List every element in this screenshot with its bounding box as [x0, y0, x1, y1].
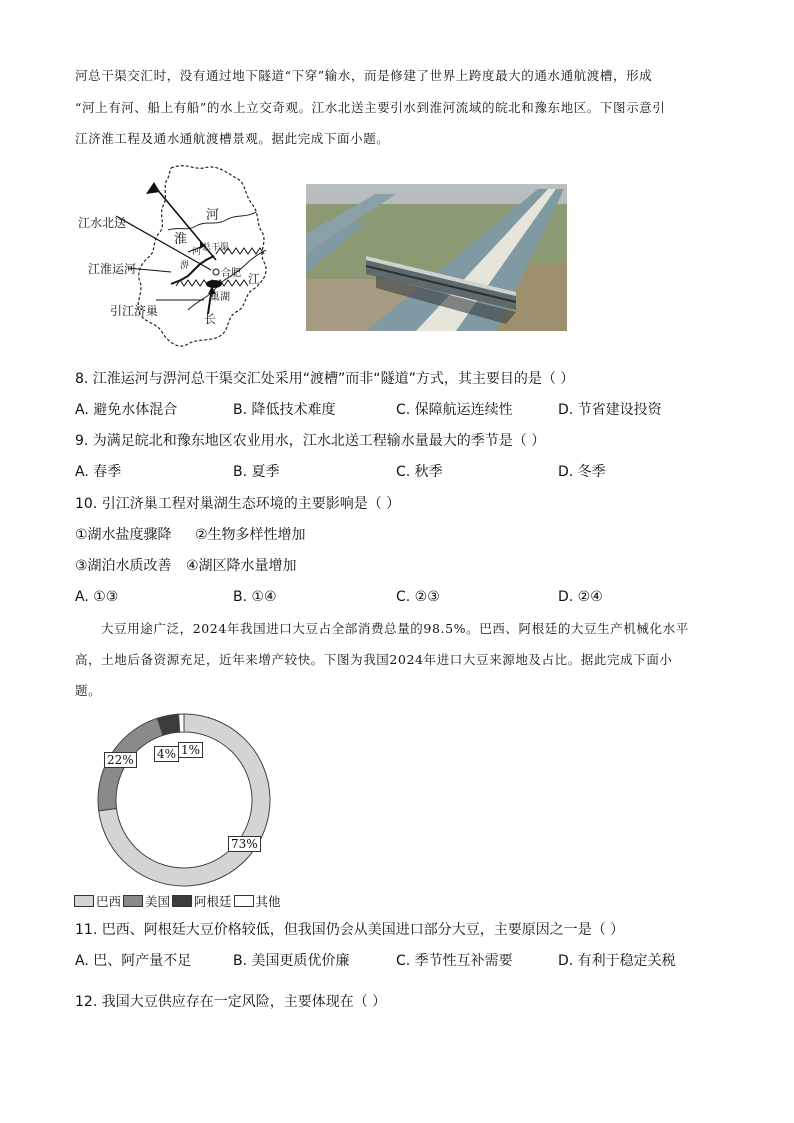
- slice-other: [179, 714, 184, 732]
- passage1-line2: “河上有河、船上有船”的水上立交奇观。江水北送主要引水到淮河流域的皖北和豫东地区。下图示意引: [75, 100, 666, 115]
- q8-option-c[interactable]: C. 保障航运连续性: [396, 402, 513, 418]
- question-10-stem: 10. 引江济巢工程对巢湖生态环境的主要影响是（ ）: [75, 496, 401, 512]
- q10-option-a[interactable]: A. ①③: [75, 589, 119, 605]
- label-other-pct: 1%: [178, 742, 203, 758]
- map-label-he2: 河: [192, 247, 202, 257]
- q9-option-b[interactable]: B. 夏季: [233, 464, 280, 480]
- legend-swatch-argentina: [172, 895, 192, 907]
- province-boundary: [138, 166, 266, 346]
- legend-swatch-usa: [123, 895, 143, 907]
- soybean-donut-chart: [92, 708, 276, 892]
- map-label-huai: 淮: [174, 232, 188, 247]
- passage2-line3: 题。: [75, 683, 102, 698]
- q9-option-d[interactable]: D. 冬季: [558, 464, 606, 480]
- q10-item-1: ①湖水盐度骤降: [75, 527, 172, 543]
- q8-option-a[interactable]: A. 避免水体混合: [75, 402, 178, 418]
- passage2-line2: 高，土地后备资源充足，近年来增产较快。下图为我国2024年进口大豆来源地及占比。据此完成下面小: [75, 652, 673, 667]
- passage1-line1: 河总干渠交汇时，没有通过地下隧道“下穿”输水，而是修建了世界上跨度最大的通水通航渡槽，形成: [75, 68, 653, 83]
- question-11-stem: 11. 巴西、阿根廷大豆价格较低，但我国仍会从美国进口部分大豆，主要原因之一是（ ）: [75, 922, 625, 938]
- map-label-yinjiang: 引江济巢: [110, 304, 159, 318]
- map-label-chaohu: 巢湖: [210, 292, 230, 303]
- legend-brazil: 巴西: [96, 894, 122, 909]
- q11-option-c[interactable]: C. 季节性互补需要: [396, 953, 513, 969]
- hefei-marker: [213, 269, 219, 275]
- label-brazil-pct: 73%: [228, 836, 261, 852]
- map-label-jianghuai: 江淮运河: [88, 262, 137, 276]
- label-argentina-pct: 4%: [154, 746, 179, 762]
- aqueduct-photo: [306, 184, 567, 331]
- legend-usa: 美国: [145, 894, 171, 909]
- q8-option-d[interactable]: D. 节省建设投资: [558, 402, 662, 418]
- q10-option-b[interactable]: B. ①④: [233, 589, 277, 605]
- legend-other: 其他: [255, 894, 281, 909]
- q10-option-d[interactable]: D. ②④: [558, 589, 603, 605]
- passage2-line1: 大豆用途广泛，2024年我国进口大豆占全部消费总量的98.5%。巴西、阿根廷的大豆生产机械化水平: [101, 621, 689, 636]
- legend-swatch-other: [234, 895, 254, 907]
- legend-swatch-brazil: [74, 895, 94, 907]
- q11-option-a[interactable]: A. 巴、阿产量不足: [75, 953, 192, 969]
- map-label-jiang: 江: [248, 272, 261, 286]
- map-label-jiangshui: 江水北送: [78, 216, 127, 230]
- donut-svg: [92, 708, 276, 892]
- question-12-stem: 12. 我国大豆供应存在一定风险，主要体现在（ ）: [75, 994, 387, 1010]
- q11-option-b[interactable]: B. 美国更质优价廉: [233, 953, 350, 969]
- map-label-he: 河: [206, 208, 220, 223]
- map-label-chang: 长: [204, 312, 217, 326]
- q9-option-c[interactable]: C. 秋季: [396, 464, 443, 480]
- map-label-zonggan: 总干渠: [202, 243, 230, 253]
- label-usa-pct: 22%: [104, 752, 137, 768]
- passage1-line3: 江济淮工程及通水通航渡槽景观。据此完成下面小题。: [75, 131, 390, 146]
- question-9-stem: 9. 为满足皖北和豫东地区农业用水，江水北送工程输水量最大的季节是（ ）: [75, 433, 546, 449]
- jianghuai-canal: [171, 256, 214, 284]
- q10-item-4: ④湖区降水量增加: [186, 558, 297, 574]
- q10-option-c[interactable]: C. ②③: [396, 589, 440, 605]
- canal-map: [76, 160, 291, 355]
- q10-item-3: ③湖泊水质改善: [75, 558, 172, 574]
- chaohu-lake: [206, 280, 222, 288]
- q9-option-a[interactable]: A. 春季: [75, 464, 122, 480]
- question-8-stem: 8. 江淮运河与淠河总干渠交汇处采用“渡槽”而非“隧道”方式，其主要目的是（ ）: [75, 371, 575, 387]
- legend-argentina: 阿根廷: [194, 894, 232, 909]
- chart-legend: [74, 892, 281, 910]
- q10-item-2: ②生物多样性增加: [195, 527, 306, 543]
- q8-option-b[interactable]: B. 降低技术难度: [233, 402, 336, 418]
- map-label-hefei: 合肥: [221, 268, 241, 279]
- map-label-pi: 淠: [180, 261, 190, 271]
- aqueduct-photo-svg: [306, 184, 567, 331]
- q11-option-d[interactable]: D. 有利于稳定关税: [558, 953, 676, 969]
